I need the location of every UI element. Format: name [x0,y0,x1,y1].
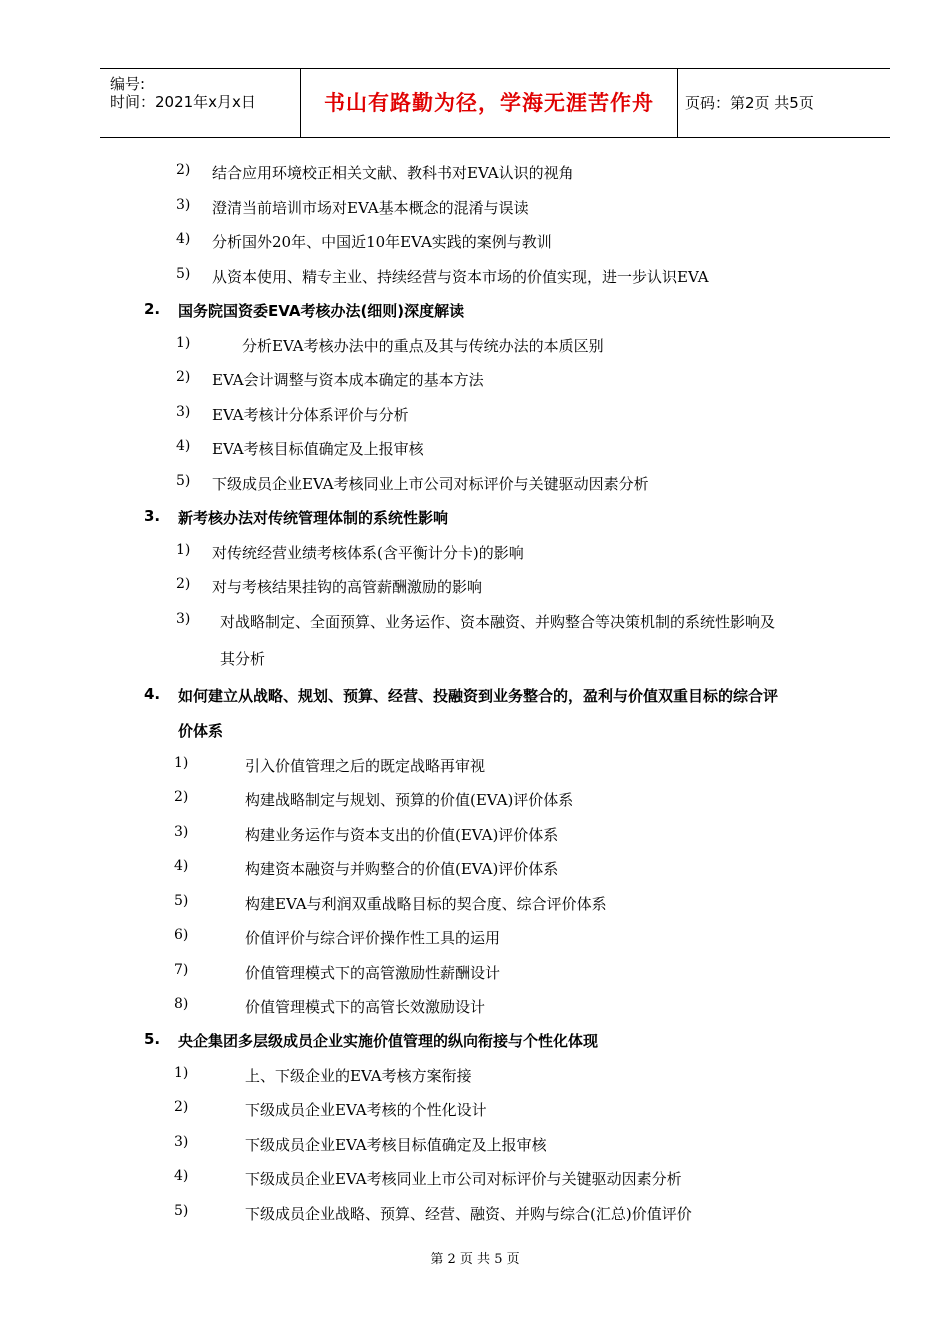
item-text: 价值评价与综合评价操作性工具的运用 [245,929,501,947]
time-label: 时间：2021年x月x日 [110,93,256,111]
item-number: 3) [176,611,191,627]
section-number: 5. [144,1030,161,1048]
item-text: 下级成员企业战略、预算、经营、融资、并购与综合(汇总)价值评价 [245,1205,692,1223]
item-text: 上、下级企业的EVA考核方案衔接 [245,1067,472,1085]
item-text: 下级成员企业EVA考核同业上市公司对标评价与关键驱动因素分析 [245,1170,682,1188]
item-text: 澄清当前培训市场对EVA基本概念的混淆与误读 [212,199,529,217]
item-number: 4) [176,438,191,454]
item-text: 对传统经营业绩考核体系(含平衡计分卡)的影响 [212,544,524,562]
header-meta [100,69,301,137]
item-number: 1) [176,335,191,351]
section-number: 3. [144,507,161,525]
item-number: 5) [176,473,191,489]
item-number: 5) [174,893,189,909]
item-number: 2) [176,576,191,592]
item-number: 3) [176,197,191,213]
item-text: 构建业务运作与资本支出的价值(EVA)评价体系 [245,826,559,844]
item-number: 4) [174,858,189,874]
item-text: 对战略制定、全面预算、业务运作、资本融资、并购整合等决策机制的系统性影响及 [220,613,776,631]
item-text: 引入价值管理之后的既定战略再审视 [245,757,486,775]
item-number: 3) [176,404,191,420]
item-text: 对与考核结果挂钩的高管薪酬激励的影响 [212,578,483,596]
item-text: 价值管理模式下的高管激励性薪酬设计 [245,964,501,982]
item-text: EVA考核目标值确定及上报审核 [212,440,424,458]
section-title: 央企集团多层级成员企业实施价值管理的纵向衔接与个性化体现 [178,1032,599,1050]
item-number: 5) [176,266,191,282]
section-title-continued: 价体系 [178,722,224,740]
item-text: 分析国外20年、中国近10年EVA实践的案例与教训 [212,233,552,251]
item-text: 下级成员企业EVA考核同业上市公司对标评价与关键驱动因素分析 [212,475,649,493]
item-number: 3) [174,824,189,840]
item-number: 6) [174,927,189,943]
section-number: 4. [144,685,161,703]
item-number: 2) [176,162,191,178]
section-number: 2. [144,300,161,318]
item-number: 4) [176,231,191,247]
item-text: 结合应用环境校正相关文献、教科书对EVA认识的视角 [212,164,574,182]
page-footer: 第 2 页 共 5 页 [430,1252,520,1267]
item-number: 1) [174,1065,189,1081]
item-number: 1) [176,542,191,558]
item-number: 2) [176,369,191,385]
item-text: 从资本使用、精专主业、持续经营与资本市场的价值实现，进一步认识EVA [212,268,709,286]
code-label: 编号: [110,75,146,93]
header-page-label: 页码：第2页 共5页 [685,94,814,112]
item-text: 下级成员企业EVA考核目标值确定及上报审核 [245,1136,547,1154]
header-motto: 书山有路勤为径，学海无涯苦作舟 [301,69,678,137]
item-text: 下级成员企业EVA考核的个性化设计 [245,1101,487,1119]
item-number: 2) [174,789,189,805]
item-number: 4) [174,1168,189,1184]
item-number: 2) [174,1099,189,1115]
section-title: 国务院国资委EVA考核办法(细则)深度解读 [178,302,465,320]
item-number: 7) [174,962,189,978]
item-text: 构建EVA与利润双重战略目标的契合度、综合评价体系 [245,895,607,913]
item-text: 构建资本融资与并购整合的价值(EVA)评价体系 [245,860,559,878]
item-text: 价值管理模式下的高管长效激励设计 [245,998,486,1016]
page-header [100,68,890,138]
item-number: 3) [174,1134,189,1150]
item-text: EVA会计调整与资本成本确定的基本方法 [212,371,484,389]
section-title: 如何建立从战略、规划、预算、经营、投融资到业务整合的，盈利与价值双重目标的综合评 [178,687,779,705]
item-text-continued: 其分析 [220,650,266,668]
item-number: 8) [174,996,189,1012]
item-text: EVA考核计分体系评价与分析 [212,406,409,424]
section-title: 新考核办法对传统管理体制的系统性影响 [178,509,449,527]
item-text: 分析EVA考核办法中的重点及其与传统办法的本质区别 [242,337,604,355]
item-number: 5) [174,1203,189,1219]
item-number: 1) [174,755,189,771]
item-text: 构建战略制定与规划、预算的价值(EVA)评价体系 [245,791,574,809]
